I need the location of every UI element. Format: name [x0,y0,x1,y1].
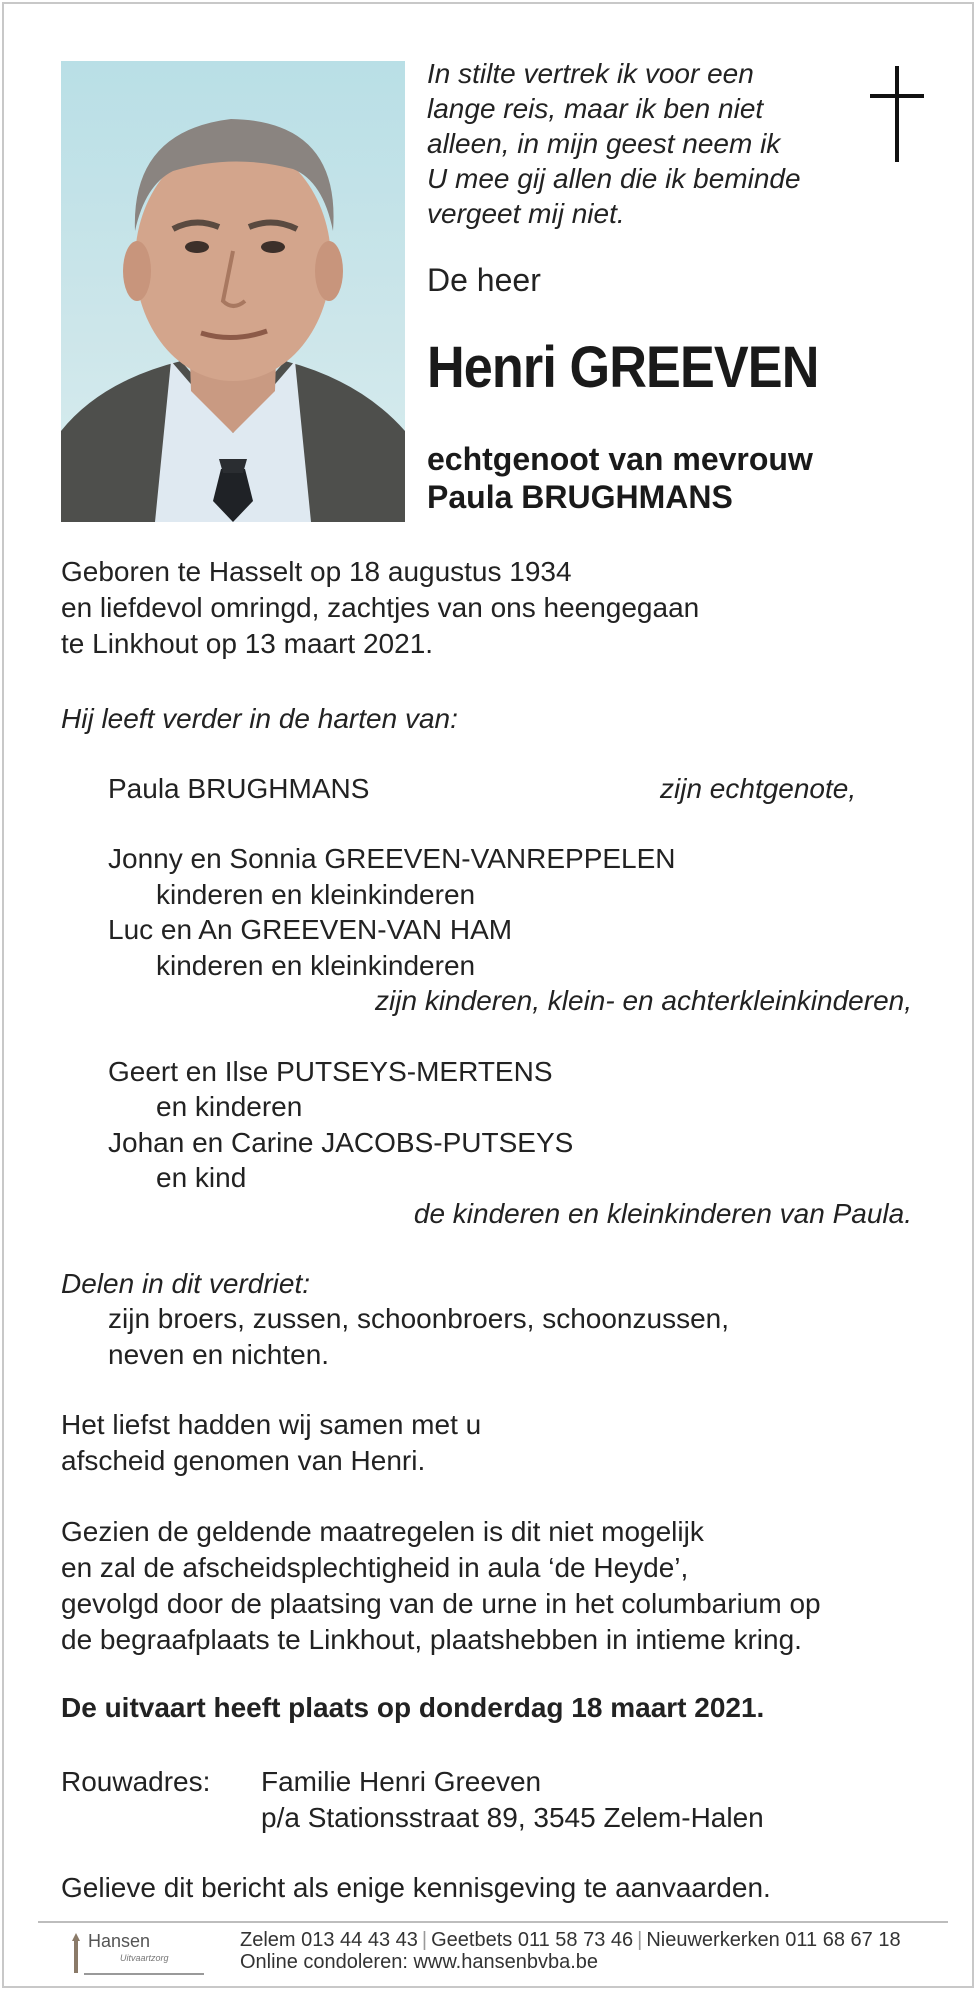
share-list [108,1301,729,1373]
address-line-2: p/a Stationsstraat 89, 3545 Zelem-Halen [261,1802,764,1833]
farewell-text [61,1407,481,1479]
family-step-2: Johan en Carine JACOBS-PUTSEYS [108,1127,574,1158]
phone-nieuwerkerken: Nieuwerkerken 011 68 67 18 [646,1929,901,1951]
family-child-1-sub: kinderen en kleinkinderen [156,879,476,910]
share-line: neven en nichten. [108,1339,330,1370]
poem-line: In stilte vertrek ik voor een [427,58,754,89]
phone-geetbets: Geetbets 011 58 73 46 [431,1929,634,1951]
family-step-1-sub: en kinderen [156,1091,303,1122]
family-spouse-name: Paula BRUGHMANS [108,773,370,804]
notice-text: Gelieve dit bericht als enige kennisgeving te aanvaarden. [61,1872,771,1903]
family-child-2-sub: kinderen en kleinkinderen [156,950,476,981]
footer-divider [38,1921,948,1923]
spouse-relation: echtgenoot van mevrouw [427,441,813,477]
family-spouse-role: zijn echtgenote, [660,773,857,804]
birth-line: Geboren te Hasselt op 18 augustus 1934 [61,556,572,587]
birth-line: te Linkhout op 13 maart 2021. [61,628,434,659]
family-step-2-sub: en kind [156,1162,247,1193]
logo-brand: Hansen [88,1931,151,1951]
phone-zelem: Zelem 013 44 43 43 [240,1929,418,1951]
children-role: zijn kinderen, klein- en achterkleinkinderen, [375,985,912,1016]
farewell-line: Het liefst hadden wij samen met u [61,1409,482,1440]
birth-death-info [61,554,699,662]
spouse-name: Paula BRUGHMANS [427,479,733,515]
measures-line: de begraafplaats te Linkhout, plaatshebben in intieme kring. [61,1624,802,1655]
poem-line: vergeet mij niet. [427,198,625,229]
poem-line: U mee gij allen die ik beminde [427,163,801,194]
measures-line: gevolgd door de plaatsing van de urne in het columbarium op [61,1588,821,1619]
portrait-photo [61,61,405,522]
spouse-line [427,440,813,516]
honorific: De heer [427,262,541,298]
lives-on-heading: Hij leeft verder in de harten van: [61,703,458,734]
logo-mark-icon [68,1931,84,1975]
measures-line: en zal de afscheidsplechtigheid in aula ‘de Heyde’, [61,1552,689,1583]
share-line: zijn broers, zussen, schoonbroers, schoonzussen, [108,1303,729,1334]
share-heading: Delen in dit verdriet: [61,1268,311,1299]
family-child-1: Jonny en Sonnia GREEVEN-VANREPPELEN [108,843,676,874]
address-line-1: Familie Henri Greeven [261,1766,542,1797]
funeral-date: De uitvaart heeft plaats op donderdag 18 maart 2021. [61,1692,765,1723]
online-condolence-link[interactable]: Online condoleren: www.hansenbvba.be [240,1951,599,1973]
logo-subtitle: Uitvaartzorg [120,1953,169,1963]
address-block [261,1764,764,1836]
birth-line: en liefdevol omringd, zachtjes van ons heengegaan [61,592,700,623]
poem-line: lange reis, maar ik ben niet [427,93,764,124]
funeral-home-logo [68,1929,208,1979]
footer-phones: Zelem 013 44 43 43 | Geetbets 011 58 73 46 | Nieuwerkerken 011 68 67 18 [240,1929,901,1951]
cross-icon [870,66,924,162]
address-label: Rouwadres: [61,1766,211,1797]
poem [427,56,857,231]
measures-text [61,1514,821,1658]
farewell-line: afscheid genomen van Henri. [61,1445,426,1476]
measures-line: Gezien de geldende maatregelen is dit niet mogelijk [61,1516,704,1547]
family-step-1: Geert en Ilse PUTSEYS-MERTENS [108,1056,553,1087]
obituary-card [2,2,974,1988]
family-child-2: Luc en An GREEVEN-VAN HAM [108,914,513,945]
footer-contact [240,1929,901,1973]
poem-line: alleen, in mijn geest neem ik [427,128,781,159]
deceased-name: Henri GREEVEN [427,335,819,400]
step-children-role: de kinderen en kleinkinderen van Paula. [413,1198,912,1229]
